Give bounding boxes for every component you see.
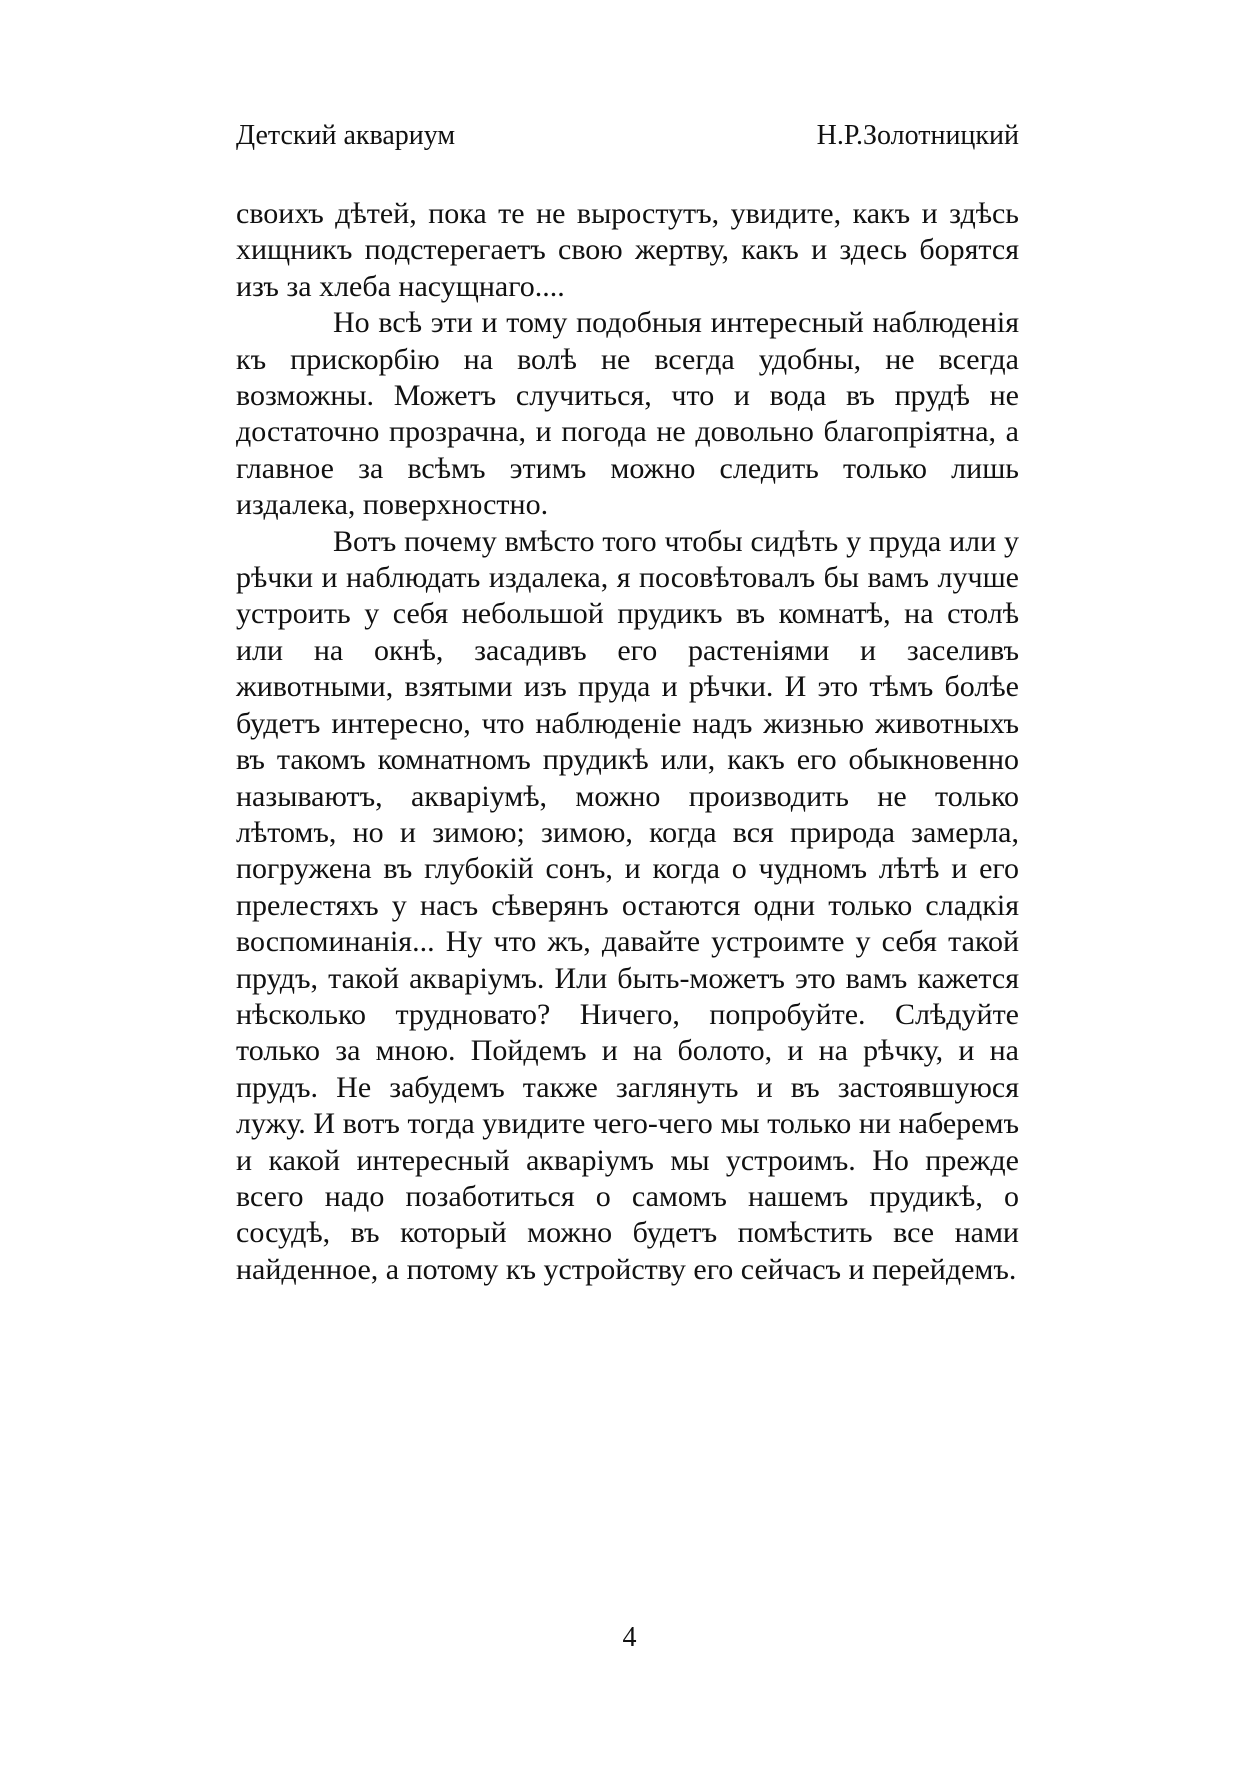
page-number: 4: [622, 1622, 637, 1653]
running-header: [236, 120, 1019, 160]
paragraph-continuation: своихъ дѣтей, пока те не выростутъ, увидите, какъ и здѣсь хищникъ подстерегаетъ свою жертву, какъ и здесь борятся изъ за хлеба насущнаго....: [236, 197, 1019, 303]
header-book-title: Детский аквариум: [236, 120, 456, 151]
header-author: Н.Р.Золотницкий: [816, 120, 1019, 151]
body-text: [236, 196, 1019, 1288]
paragraph: Вотъ почему вмѣсто того чтобы сидѣть у пруда или у рѣчки и наблюдать издалека, я посовѣтовалъ бы вамъ лучше устроить у себя небольшой прудикъ въ комнатѣ, на столѣ или на окнѣ, засадивъ его растеніями и заселивъ животными, взятыми изъ пруда и рѣчки. И это тѣмъ болѣе будетъ интересно, что наблюденіе надъ жизнью животныхъ въ такомъ комнатномъ прудикѣ или, какъ его обыкновенно называютъ, аквaріумѣ, можно производить не только лѣтомъ, но и зимою; зимою, когда вся природа замерла, погружена въ глубокій сонъ, и когда о чудномъ лѣтѣ и его прелестяхъ у насъ сѣверянъ остаются одни только сладкія воспоминанія... Ну что жъ, давайте устроимте у себя такой прудъ, такой аквaріумъ. Или быть-можетъ это вамъ кажется нѣсколько трудновато? Ничего, попробуйте. Слѣдуйте только за мною. Пойдемъ и на болото, и на рѣчку, и на прудъ. Не забудемъ также заглянуть и въ застоявшуюся лужу. И вотъ тогда увидите чего-чего мы только ни наберемъ и какой интересный аквaріумъ мы устроимъ. Но прежде всего надо позаботиться о самомъ нашемъ прудикѣ, о сосудѣ, въ который можно будетъ помѣстить все нами найденное, а потому къ устройству его сейчасъ и перейдемъ.: [236, 524, 1019, 1286]
paragraph: Но всѣ эти и тому подобныя интересный наблюденія къ прискорбію на волѣ не всегда удобны, не всегда возможны. Можетъ случиться, что и вода въ прудѣ не достаточно прозрачна, и погода не довольно благопріятна, а главное за всѣмъ этимъ можно следить только лишь издалека, поверхностно.: [236, 306, 1019, 522]
